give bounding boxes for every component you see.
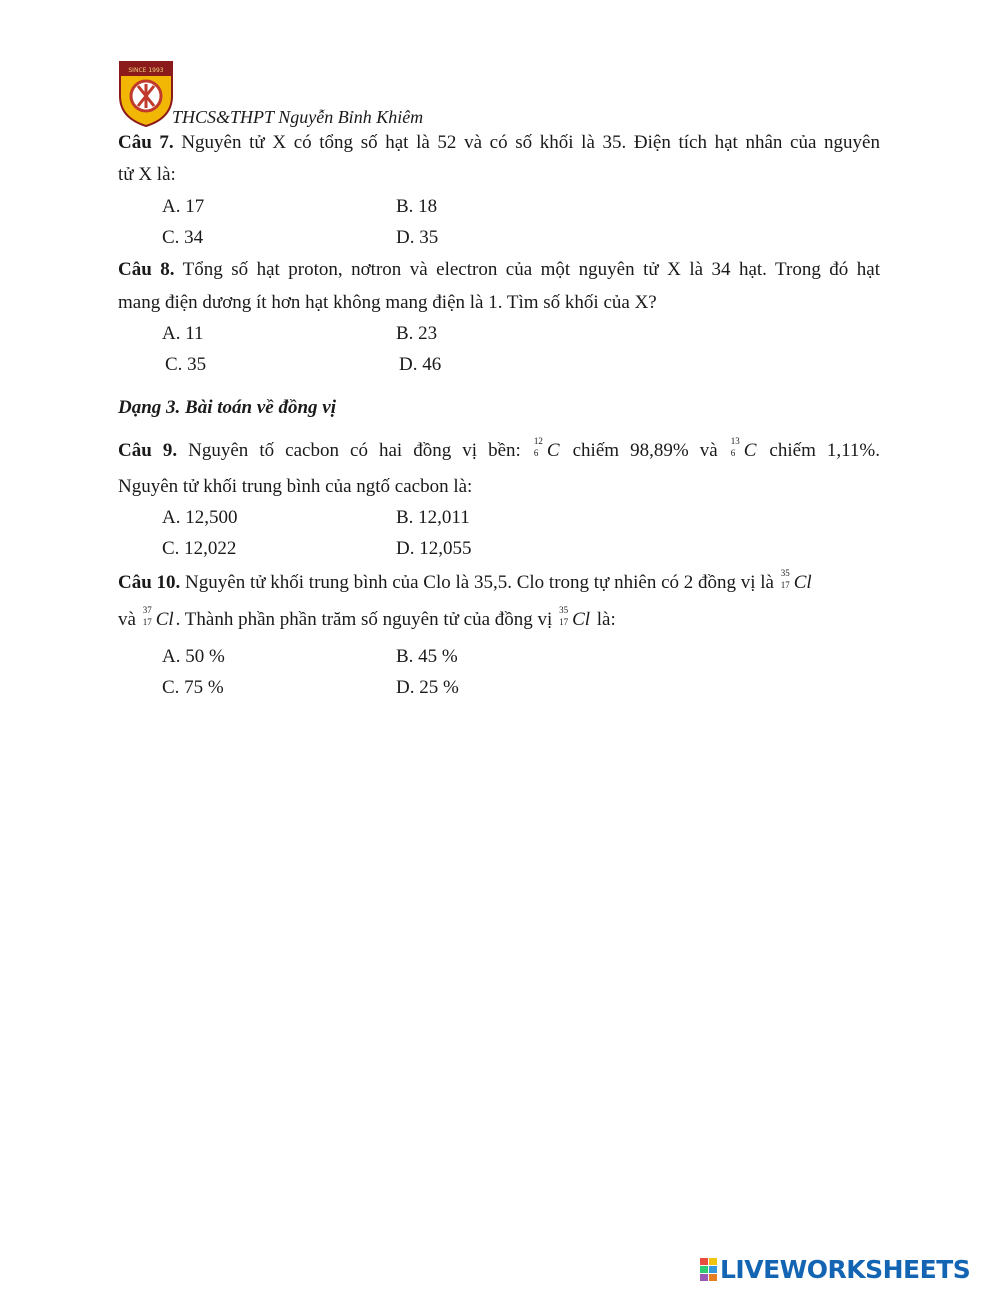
q9-label: Câu 9. bbox=[118, 440, 178, 461]
section-heading: Dạng 3. Bài toán về đồng vị bbox=[118, 397, 336, 418]
q9-isotope-c12: 12 6 C bbox=[533, 436, 560, 461]
q10-isotope-cl35: 35 17 Cl bbox=[780, 568, 812, 593]
q10-option-b: B. 45 % bbox=[396, 646, 458, 667]
q8-text1: Tổng số hạt proton, nơtron và electron của một nguyên tử X là 34 hạt. Trong đó hạt bbox=[182, 259, 880, 280]
q9-option-b: B. 12,011 bbox=[396, 507, 470, 528]
q8-option-a: A. 11 bbox=[162, 323, 204, 344]
liveworksheets-logo bbox=[700, 1255, 970, 1284]
q8-option-c: C. 35 bbox=[165, 354, 207, 375]
q10-label: Câu 10. bbox=[118, 572, 181, 593]
q10-option-a: A. 50 % bbox=[162, 646, 225, 667]
q10-isotope-cl35-b: 35 17 Cl bbox=[559, 605, 591, 630]
q7-option-c: C. 34 bbox=[162, 227, 204, 248]
q7-option-d: D. 35 bbox=[396, 227, 439, 248]
q8-text2: mang điện dương ít hơn hạt không mang điện là 1. Tìm số khối của X? bbox=[118, 292, 657, 313]
q7-text2: tử X là: bbox=[118, 164, 176, 185]
q10-line1 bbox=[118, 568, 814, 594]
logo-banner-text: SINCE 1993 bbox=[128, 67, 164, 74]
q10-text-c: . Thành phần phần trăm số nguyên tử của đồng vị bbox=[175, 609, 553, 630]
q10-isotope-cl37: 37 17 Cl bbox=[142, 605, 174, 630]
q10-option-c: C. 75 % bbox=[162, 677, 224, 698]
q8-option-b: B. 23 bbox=[396, 323, 438, 344]
q9-option-a: A. 12,500 bbox=[162, 507, 238, 528]
q10-text-d: là: bbox=[596, 609, 616, 630]
q7-option-b: B. 18 bbox=[396, 196, 438, 217]
q9-line1 bbox=[118, 436, 881, 462]
q8-label: Câu 8. bbox=[118, 259, 175, 280]
q9-text-c: chiếm 1,11%. bbox=[769, 440, 881, 461]
q9-text2: Nguyên tử khối trung bình của ngtố cacbon là: bbox=[118, 476, 473, 497]
q9-text-a: Nguyên tố cacbon có hai đồng vị bền: bbox=[188, 440, 521, 461]
q7-option-a: A. 17 bbox=[162, 196, 205, 217]
q7-label: Câu 7. bbox=[118, 132, 174, 153]
brand-text: LIVEWORKSHEETS bbox=[720, 1255, 971, 1284]
q10-option-d: D. 25 % bbox=[396, 677, 459, 698]
q10-line2 bbox=[118, 605, 616, 631]
q7-text1: Nguyên tử X có tổng số hạt là 52 và có số khối là 35. Điện tích hạt nhân của nguyên bbox=[181, 132, 880, 153]
q9-option-d: D. 12,055 bbox=[396, 538, 472, 559]
school-name: THCS&THPT Nguyễn Bỉnh Khiêm bbox=[172, 107, 424, 127]
q8-line1 bbox=[118, 259, 880, 281]
q9-text-b: chiếm 98,89% và bbox=[572, 440, 718, 461]
q9-isotope-c13: 13 6 C bbox=[730, 436, 757, 461]
q9-option-c: C. 12,022 bbox=[162, 538, 237, 559]
brand-blocks-icon bbox=[700, 1258, 717, 1281]
q8-option-d: D. 46 bbox=[399, 354, 442, 375]
q10-text-b: và bbox=[118, 609, 136, 630]
school-logo bbox=[116, 58, 176, 128]
q10-text-a: Nguyên tử khối trung bình của Clo là 35,5. Clo trong tự nhiên có 2 đồng vị là bbox=[185, 572, 774, 593]
q7-line1 bbox=[118, 132, 880, 154]
